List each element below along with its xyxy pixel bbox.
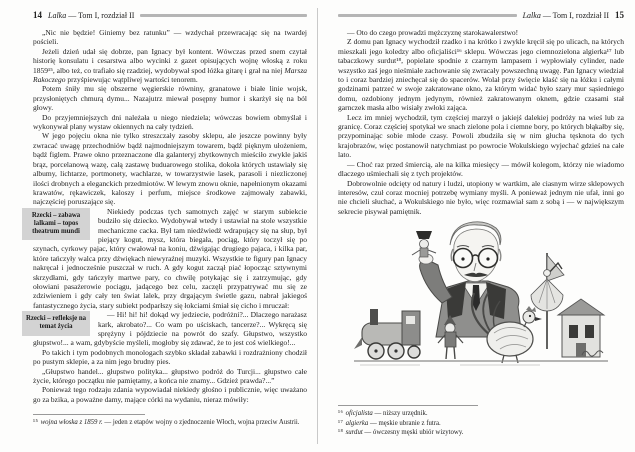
caricature-drawing [350, 219, 612, 369]
paragraph: Potem śniły mu się obszerne węgierskie równiny, granatowe i białe linie wojsk, przysłoniętych chmurą dymu... Nazajutrz miewał posępny humor i skarżył się na ból głowy. [33, 84, 307, 113]
paragraph-text: przyśpiewując wątpliwej wartości tenorem. [65, 75, 198, 85]
toy-tower [558, 299, 604, 357]
paragraph-text: Jeżeli dzień udał się dobrze, pan Ignacy był kontent. Wówczas przed snem czytał historię konsulatu i cesarstwa albo wycinki z gazet opisujących wojnę włoską z roku 1859¹⁵, albo też, co trafiało się rzadziej, wydobywał spod łóżka gitarę i grał na niej [33, 46, 307, 75]
footnote-text: — męskie ubranie z futra. [368, 419, 441, 427]
work-title: Marsza Rakoczego [33, 65, 307, 85]
rzecki-caricature-illustration [338, 219, 624, 369]
running-title-book: Lalka [48, 10, 67, 20]
footnote-text: — jeden z etapów wojny o zjednoczenie Włoch, wojna przeciw Austrii. [102, 419, 300, 427]
paragraph [33, 207, 307, 310]
footnote-term: algierka [345, 419, 369, 427]
paragraph: „Nic nie będzie! Giniemy bez ratunku” — wzdychał przewracając się na twardej pościeli. [33, 28, 307, 47]
footnote [33, 418, 307, 428]
footnote [338, 409, 624, 419]
footnote-term: wojna włoska z 1859 r. [40, 419, 103, 427]
margin-note-refleksje: Rzecki – refleksje na temat życia [22, 311, 90, 335]
page-header-left [33, 10, 307, 20]
footnote-marker: ¹⁶ [338, 410, 346, 418]
paragraph: — Oto do czego prowadzi mężczyznę starokawalerstwo! [347, 28, 519, 37]
paragraph: W jego pojęciu okna nie tylko streszczały zasoby sklepu, ale jeszcze powinny były zwracać uwagę przechodniów bądź najmodniejszym towarem, bądź pięknym ułożeniem, bądź figlem. Prawe okno przeznaczone dla galanteryj zbytkownych mieściło zwykle jakiś brąz, porcelanową wazę, całą zastawę buduarowego stolika, dokoła których ustawiały się albumy, lichtarze, portmonety, wachlarze, w towarzystwie lasek, parasoli i niezliczonej ilości drobnych a eleganckich przedmiotów. W lewym znowu oknie, napełnionym okazami krawatów, rękawiczek, kaloszy i perfum, miejsce środkowe zajmowały zabawki, najczęściej poruszające się. [33, 131, 307, 207]
footnote-term: oficjalista [345, 410, 373, 418]
footnote-rule [33, 414, 145, 415]
paragraph: Ponieważ tego rodzaju zdania wypowiadał niekiedy głośno i publicznie, więc uważano go za bzika, a poważne damy, mające córki na wydaniu, nieraz mówiły: [33, 385, 307, 404]
footnote-marker: ¹⁵ [33, 419, 41, 427]
running-title-book: Lalka [522, 10, 541, 20]
paragraph: Do przyjemniejszych dni należała u niego niedziela; wówczas bowiem obmyślał i wykonywał plany wystaw okiennych na cały tydzień. [33, 112, 307, 132]
footnotes-right [338, 405, 624, 438]
footnotes-left [33, 414, 307, 428]
running-title [48, 11, 134, 20]
paragraph: — Choć raz przed śmiercią, ale na kilka miesięcy — mówił kolegom, którzy nie wiadomo dlaczego uśmiechali się z tych projektów. [338, 159, 624, 179]
header-rule [140, 14, 307, 17]
footnote-rule [338, 405, 478, 406]
paragraph-text: — Hi! hi! hi! dokąd wy jedziecie, podróżni?... Dlaczego narażasz kark, akrobato?... Co wam po uściskach, tancerze?... Wykręcą się sprężyny i pójdziecie na powrót do szafy. Głupstwo, wszystko głupstwo!... a wam, gdybyście myśleli, mogłoby się zdawać, że to jest coś wielkiego!... [33, 310, 307, 348]
paragraph: Dobrowolnie odcięty od natury i ludzi, utopiony w wartkim, ale ciasnym wirze sklepowych interesów, czuł coraz mocniej potrzebę wymiany myśli. A ponieważ jednym nie ufał, inni go nie chcieli słuchać, a Wokulskiego nie było, więc rozmawiał sam z sobą i — w największym sekrecie pisywał pamiętnik. [338, 178, 624, 216]
footnote-text: — niższy urzędnik. [372, 410, 428, 418]
margin-note-theatrum-mundi: Rzecki – zabawa lalkami – topos theatrum mundi [22, 208, 90, 241]
running-title-rest: — Tom I, rozdział II [66, 10, 135, 20]
footnote [338, 419, 624, 429]
footnote-marker: ¹⁸ [338, 429, 346, 437]
page-number-left: 14 [33, 10, 42, 20]
page-header-right [338, 10, 624, 20]
page-right [317, 0, 634, 452]
paragraph [25, 310, 307, 348]
page-number-right: 15 [615, 10, 624, 20]
paragraph [33, 47, 307, 85]
page-seam-divider [317, 8, 318, 444]
footnote-marker: ¹⁷ [338, 419, 346, 427]
page-body-left [25, 28, 307, 404]
paragraph-text: Niekiedy podczas tych samotnych zajęć w starym subiekcie budziło się dziecko. Wydobywał wtedy i ustawiał na stole wszystkie mechaniczne cacka. Był tam niedźwiedź wdrapujący się na słup, był piejący kogut, mysz, która biegała, pociąg, który toczył się po szynach, cyrkowy pajac, który cwałował na koniu, dźwigając drugiego pajaca, i kilka par, które tańczyły walca przy dźwiękach niewyraźnej muzyki. Wszystkie te figury pan Ignacy nakręcał i jednocześnie puszczał w ruch. A gdy kogut zaczął piać łopocząc sztywnymi skrzydłami, gdy tańczyły martwe pary, co chwilę potykając się i zatrzymując, gdy ołowiani pasażerowie pociągu, jadącego bez celu, zaczęli przypatrywać mu się ze zdziwieniem i gdy cały ten świat lalek, przy drgającym świetle gazu, nabrał jakiegoś fantastycznego życia, stary subiekt podparłszy się łokciami śmiał się cicho i mruczał: [33, 206, 307, 310]
footnote-text: — ówczesny męski ubiór wizytowy. [362, 429, 464, 437]
paragraph: Lecz im mniej wychodził, tym częściej marzył o jakiejś dalekiej podróży na wieś lub za granicę. Coraz częściej spotykał we snach zielone pola i ciemne bory, po których błąkałby się, przypominając sobie młode czasy. Powoli zbudziła się w nim głucha tęsknota do tych krajobrazów, więc postanowił natychmiast po powrocie Wokulskiego wyjechać gdzieś na całe lato. [338, 112, 624, 160]
running-title [523, 11, 609, 20]
page-left [0, 0, 317, 452]
toy-acrobat-on-pole [531, 253, 564, 349]
paragraph: Z domu pan Ignacy wychodził rzadko i na krótko i zwykle kręcił się po ulicach, na których mieszkali jego koledzy albo oficjaliści¹⁶ sklepu. Wówczas jego ciemnozielona algierka¹⁷ lub tabaczkowy surdut¹⁸, popielate spodnie z czarnym lampasem i wypłowiały cylinder, nade wszystko zaś jego nieśmiałe zachowanie się zwracały powszechną uwagę. Pan Ignacy wiedział to i coraz bardziej zniechęcał się do spacerów. Wolał przy święcie kłaść się na łóżku i całymi godzinami patrzeć w swoje zakratowane okno, za którym widać było szary mur sąsiedniego domu, ozdobiony jednym jedynym, również zakratowanym oknem, gdzie czasami stał garnczek masła albo wisiały zwłoki zająca. [338, 37, 624, 113]
header-rule [338, 14, 517, 17]
toy-train [354, 309, 420, 359]
toy-clown-in-hand [412, 231, 452, 303]
footnote [338, 428, 624, 438]
table-edge [354, 361, 608, 365]
page-body-right [338, 28, 624, 216]
footnote-term: surdut [345, 429, 363, 437]
paragraph: „Głupstwo handel... głupstwo polityka... głupstwo podróż do Turcji... głupstwo całe życie, którego początku nie pamiętamy, a końca nie znamy... Gdzież prawda?...” [33, 366, 307, 386]
running-title-rest: — Tom I, rozdział II [540, 10, 609, 20]
paragraph: Po takich i tym podobnych monologach szybko składał zabawki i rozdrażniony chodził po pustym sklepie, a za nim jego brudny pies. [33, 347, 307, 367]
